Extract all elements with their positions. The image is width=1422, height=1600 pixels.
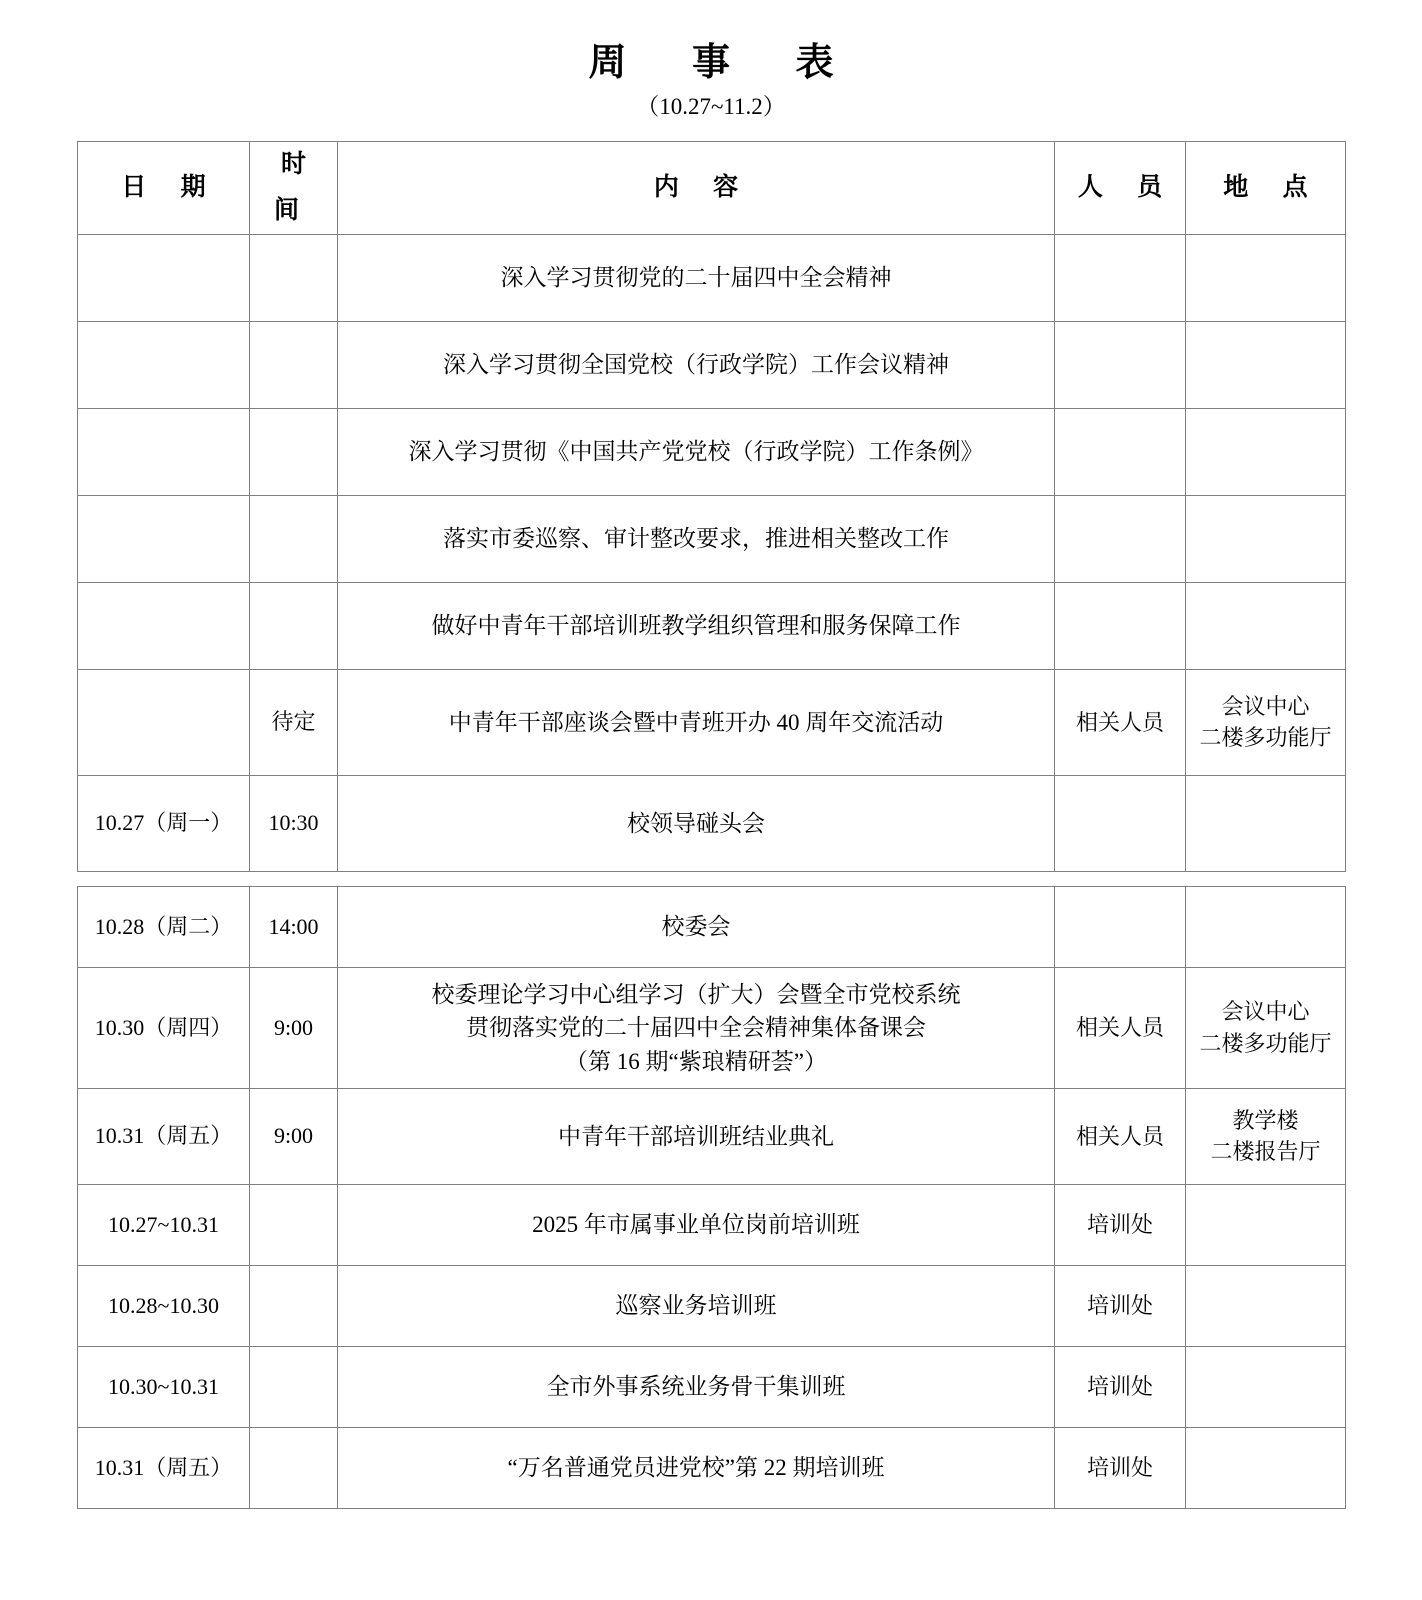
cell-date: 10.28（周二）: [78, 886, 250, 967]
table-row: [78, 408, 1346, 495]
column-header-date: 日 期: [78, 141, 250, 234]
cell-date: [78, 495, 250, 582]
cell-content: 全市外事系统业务骨干集训班: [338, 1346, 1055, 1427]
cell-content: 校领导碰头会: [338, 775, 1055, 871]
cell-time: [250, 1346, 338, 1427]
column-header-place: 地 点: [1186, 141, 1346, 234]
cell-date: 10.30（周四）: [78, 967, 250, 1088]
table-row: [78, 669, 1346, 775]
cell-person: 培训处: [1055, 1427, 1186, 1508]
cell-content: 2025 年市属事业单位岗前培训班: [338, 1184, 1055, 1265]
table-row: [78, 582, 1346, 669]
cell-date: 10.27（周一）: [78, 775, 250, 871]
table-row: [78, 1088, 1346, 1184]
cell-time: 待定: [250, 669, 338, 775]
cell-time: [250, 1184, 338, 1265]
cell-time: [250, 321, 338, 408]
table-row: [78, 234, 1346, 321]
cell-time: 14:00: [250, 886, 338, 967]
cell-place-line-2: 二楼多功能厅: [1199, 725, 1332, 751]
schedule-table-section-1: [77, 141, 1346, 872]
column-header-person: 人 员: [1055, 141, 1186, 234]
cell-place: [1186, 1346, 1346, 1427]
cell-content: 深入学习贯彻党的二十届四中全会精神: [338, 234, 1055, 321]
cell-place: [1186, 967, 1346, 1088]
cell-time: 10:30: [250, 775, 338, 871]
cell-time: [250, 234, 338, 321]
schedule-table-wrapper: [77, 119, 1345, 1509]
table-row: [78, 495, 1346, 582]
cell-place: [1186, 321, 1346, 408]
cell-person: [1055, 408, 1186, 495]
cell-date: 10.31（周五）: [78, 1088, 250, 1184]
cell-place: [1186, 669, 1346, 775]
table-row: [78, 321, 1346, 408]
column-header-time: 时 间: [250, 141, 338, 234]
cell-time: [250, 495, 338, 582]
cell-person: [1055, 886, 1186, 967]
cell-time: [250, 582, 338, 669]
cell-person: [1055, 495, 1186, 582]
cell-content: 落实市委巡察、审计整改要求，推进相关整改工作: [338, 495, 1055, 582]
cell-place-line-1: 会议中心: [1221, 999, 1310, 1025]
cell-content-line-2: 贯彻落实党的二十届四中全会精神集体备课会: [466, 1015, 926, 1041]
cell-date: 10.28~10.30: [78, 1265, 250, 1346]
cell-place-line-1: 会议中心: [1221, 693, 1310, 719]
cell-place-line-2: 二楼报告厅: [1210, 1139, 1321, 1165]
cell-content: 巡察业务培训班: [338, 1265, 1055, 1346]
cell-content: “万名普通党员进党校”第 22 期培训班: [338, 1427, 1055, 1508]
cell-place: [1186, 495, 1346, 582]
cell-person: [1055, 234, 1186, 321]
cell-time: [250, 1427, 338, 1508]
cell-content: 中青年干部培训班结业典礼: [338, 1088, 1055, 1184]
cell-content: [338, 967, 1055, 1088]
cell-date: [78, 408, 250, 495]
table-row: [78, 967, 1346, 1088]
table-row: [78, 1427, 1346, 1508]
table-row: [78, 1184, 1346, 1265]
cell-person: 培训处: [1055, 1184, 1186, 1265]
cell-date: 10.30~10.31: [78, 1346, 250, 1427]
cell-person: 相关人员: [1055, 669, 1186, 775]
cell-place-line-2: 二楼多功能厅: [1199, 1030, 1332, 1056]
cell-content: 校委会: [338, 886, 1055, 967]
cell-person: 相关人员: [1055, 1088, 1186, 1184]
cell-place: [1186, 408, 1346, 495]
cell-place-line-1: 教学楼: [1232, 1107, 1299, 1133]
cell-content: 做好中青年干部培训班教学组织管理和服务保障工作: [338, 582, 1055, 669]
cell-place: [1186, 1265, 1346, 1346]
cell-date: [78, 234, 250, 321]
cell-place: [1186, 886, 1346, 967]
table-row: [78, 886, 1346, 967]
cell-person: 培训处: [1055, 1346, 1186, 1427]
cell-time: [250, 408, 338, 495]
cell-date: 10.31（周五）: [78, 1427, 250, 1508]
cell-time: 9:00: [250, 967, 338, 1088]
cell-person: 相关人员: [1055, 967, 1186, 1088]
cell-time: [250, 1265, 338, 1346]
cell-content: 中青年干部座谈会暨中青班开办 40 周年交流活动: [338, 669, 1055, 775]
cell-place: [1186, 1184, 1346, 1265]
page-subtitle-date-range: （10.27~11.2）: [636, 93, 786, 119]
cell-date: [78, 669, 250, 775]
page-title: 周 事 表: [588, 42, 862, 84]
cell-person: [1055, 582, 1186, 669]
cell-content-line-3: （第 16 期“紫琅精研荟”）: [565, 1048, 827, 1074]
cell-person: [1055, 775, 1186, 871]
cell-date: [78, 321, 250, 408]
cell-place: [1186, 582, 1346, 669]
table-row: [78, 775, 1346, 871]
cell-person: [1055, 321, 1186, 408]
table-row: [78, 1346, 1346, 1427]
cell-date: 10.27~10.31: [78, 1184, 250, 1265]
cell-date: [78, 582, 250, 669]
title-block: [0, 0, 1422, 119]
cell-time: 9:00: [250, 1088, 338, 1184]
cell-place: [1186, 1427, 1346, 1508]
cell-place: [1186, 234, 1346, 321]
cell-place: [1186, 775, 1346, 871]
table-row: [78, 1265, 1346, 1346]
column-header-content: 内 容: [338, 141, 1055, 234]
cell-person: 培训处: [1055, 1265, 1186, 1346]
cell-place: [1186, 1088, 1346, 1184]
table-header-row: [78, 141, 1346, 234]
cell-content: 深入学习贯彻全国党校（行政学院）工作会议精神: [338, 321, 1055, 408]
cell-content-line-1: 校委理论学习中心组学习（扩大）会暨全市党校系统: [431, 981, 961, 1007]
cell-content: 深入学习贯彻《中国共产党党校（行政学院）工作条例》: [338, 408, 1055, 495]
schedule-table-section-2: [77, 886, 1346, 1509]
